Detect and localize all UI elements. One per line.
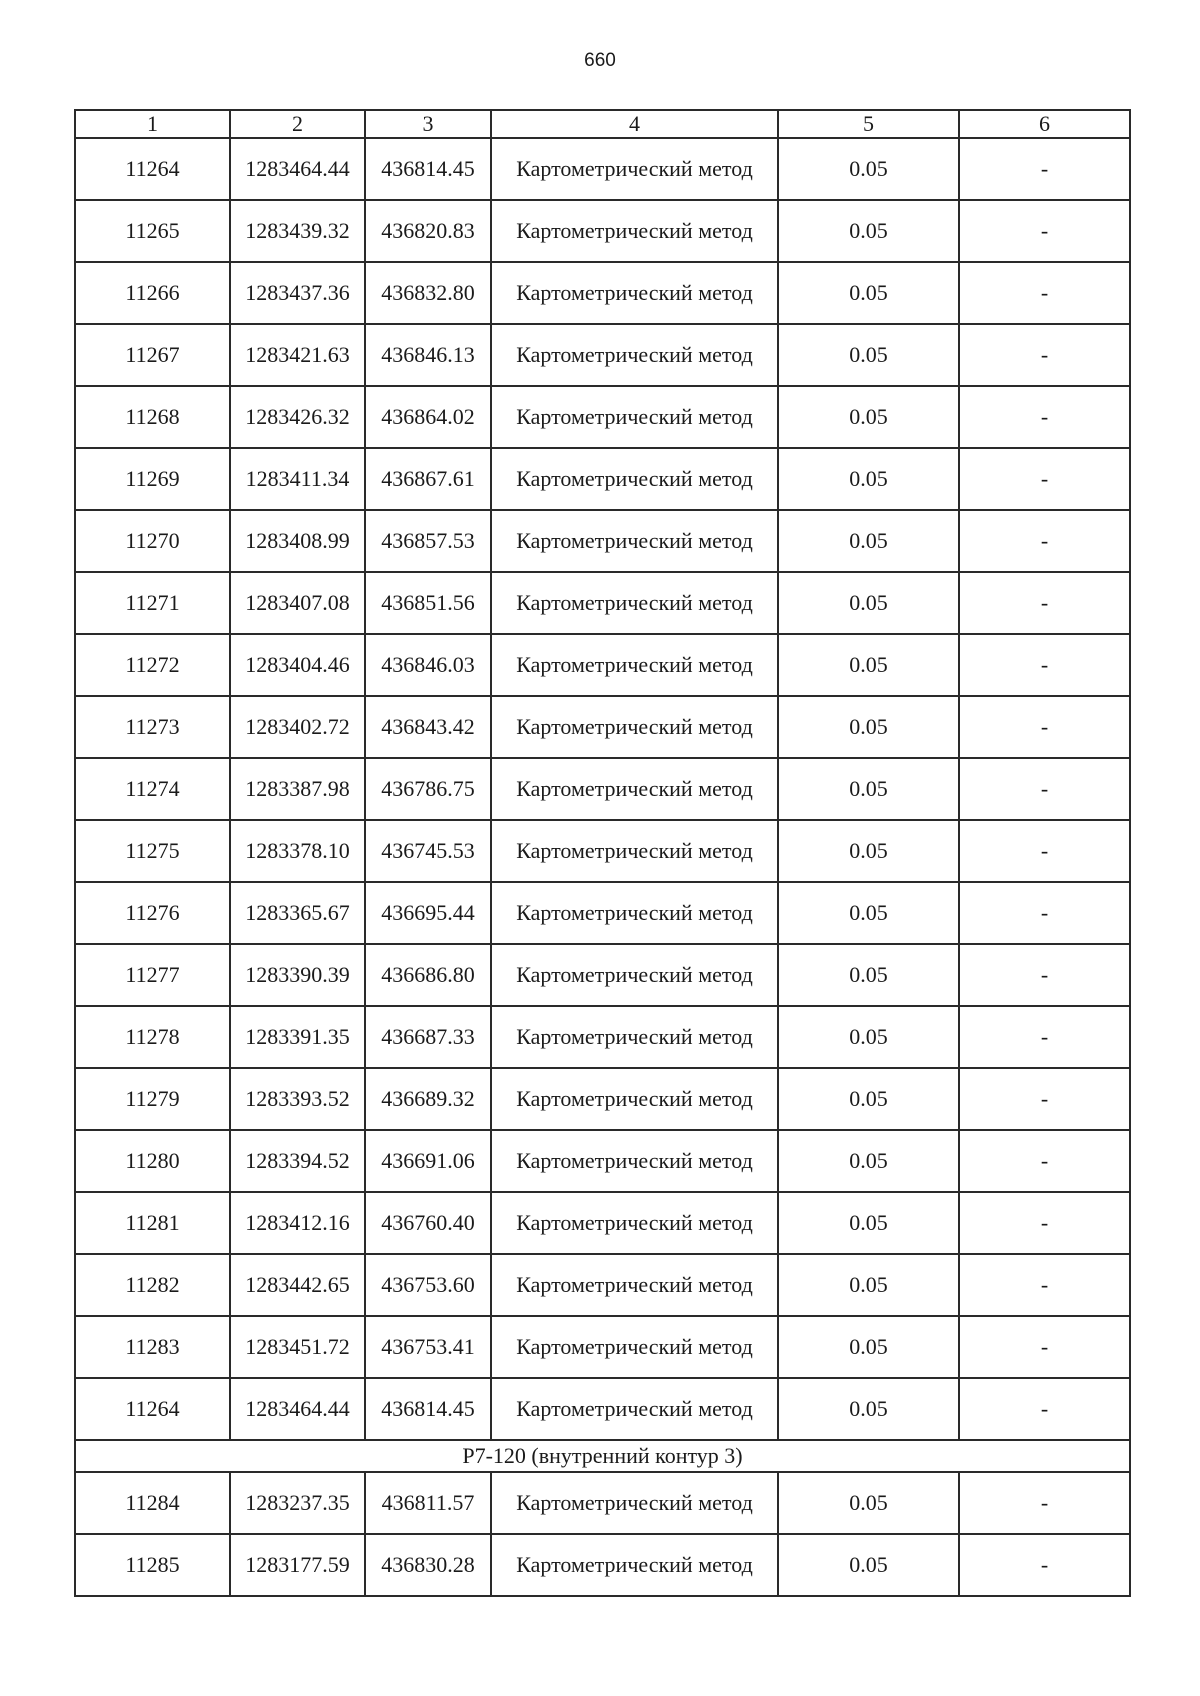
table-row xyxy=(75,882,1130,944)
method-cell: Картометрический метод xyxy=(491,1130,778,1192)
table-row xyxy=(75,634,1130,696)
x-coordinate-cell: 1283411.34 xyxy=(230,448,365,510)
note-cell: - xyxy=(959,758,1130,820)
accuracy-cell: 0.05 xyxy=(778,1254,959,1316)
note-cell: - xyxy=(959,1068,1130,1130)
y-coordinate-cell: 436691.06 xyxy=(365,1130,491,1192)
x-coordinate-cell: 1283177.59 xyxy=(230,1534,365,1596)
header-cell-6: 6 xyxy=(959,110,1130,138)
x-coordinate-cell: 1283404.46 xyxy=(230,634,365,696)
point-number-cell: 11273 xyxy=(75,696,230,758)
accuracy-cell: 0.05 xyxy=(778,1472,959,1534)
y-coordinate-cell: 436753.41 xyxy=(365,1316,491,1378)
point-number-cell: 11264 xyxy=(75,1378,230,1440)
point-number-cell: 11266 xyxy=(75,262,230,324)
section-row xyxy=(75,1440,1130,1472)
point-number-cell: 11272 xyxy=(75,634,230,696)
table-row xyxy=(75,1006,1130,1068)
table-body xyxy=(75,138,1130,1596)
table-row xyxy=(75,1068,1130,1130)
y-coordinate-cell: 436686.80 xyxy=(365,944,491,1006)
coordinates-table xyxy=(74,109,1131,1597)
point-number-cell: 11279 xyxy=(75,1068,230,1130)
note-cell: - xyxy=(959,1378,1130,1440)
header-cell-1: 1 xyxy=(75,110,230,138)
y-coordinate-cell: 436814.45 xyxy=(365,1378,491,1440)
method-cell: Картометрический метод xyxy=(491,200,778,262)
x-coordinate-cell: 1283394.52 xyxy=(230,1130,365,1192)
header-cell-2: 2 xyxy=(230,110,365,138)
method-cell: Картометрический метод xyxy=(491,262,778,324)
x-coordinate-cell: 1283451.72 xyxy=(230,1316,365,1378)
note-cell: - xyxy=(959,572,1130,634)
x-coordinate-cell: 1283412.16 xyxy=(230,1192,365,1254)
x-coordinate-cell: 1283437.36 xyxy=(230,262,365,324)
accuracy-cell: 0.05 xyxy=(778,634,959,696)
accuracy-cell: 0.05 xyxy=(778,200,959,262)
header-cell-4: 4 xyxy=(491,110,778,138)
table-header xyxy=(75,110,1130,138)
y-coordinate-cell: 436857.53 xyxy=(365,510,491,572)
note-cell: - xyxy=(959,200,1130,262)
accuracy-cell: 0.05 xyxy=(778,448,959,510)
x-coordinate-cell: 1283421.63 xyxy=(230,324,365,386)
table-row xyxy=(75,1534,1130,1596)
accuracy-cell: 0.05 xyxy=(778,262,959,324)
point-number-cell: 11283 xyxy=(75,1316,230,1378)
header-cell-5: 5 xyxy=(778,110,959,138)
table-row xyxy=(75,1472,1130,1534)
y-coordinate-cell: 436851.56 xyxy=(365,572,491,634)
accuracy-cell: 0.05 xyxy=(778,386,959,448)
accuracy-cell: 0.05 xyxy=(778,1068,959,1130)
note-cell: - xyxy=(959,944,1130,1006)
y-coordinate-cell: 436832.80 xyxy=(365,262,491,324)
x-coordinate-cell: 1283426.32 xyxy=(230,386,365,448)
method-cell: Картометрический метод xyxy=(491,944,778,1006)
note-cell: - xyxy=(959,634,1130,696)
accuracy-cell: 0.05 xyxy=(778,882,959,944)
method-cell: Картометрический метод xyxy=(491,1254,778,1316)
point-number-cell: 11265 xyxy=(75,200,230,262)
y-coordinate-cell: 436820.83 xyxy=(365,200,491,262)
note-cell: - xyxy=(959,820,1130,882)
header-cell-3: 3 xyxy=(365,110,491,138)
x-coordinate-cell: 1283464.44 xyxy=(230,138,365,200)
y-coordinate-cell: 436830.28 xyxy=(365,1534,491,1596)
note-cell: - xyxy=(959,1254,1130,1316)
accuracy-cell: 0.05 xyxy=(778,138,959,200)
note-cell: - xyxy=(959,1192,1130,1254)
table-row xyxy=(75,448,1130,510)
x-coordinate-cell: 1283390.39 xyxy=(230,944,365,1006)
table-row xyxy=(75,324,1130,386)
note-cell: - xyxy=(959,1130,1130,1192)
method-cell: Картометрический метод xyxy=(491,1068,778,1130)
y-coordinate-cell: 436786.75 xyxy=(365,758,491,820)
table-row xyxy=(75,1254,1130,1316)
point-number-cell: 11267 xyxy=(75,324,230,386)
accuracy-cell: 0.05 xyxy=(778,1006,959,1068)
method-cell: Картометрический метод xyxy=(491,634,778,696)
accuracy-cell: 0.05 xyxy=(778,944,959,1006)
accuracy-cell: 0.05 xyxy=(778,1534,959,1596)
point-number-cell: 11268 xyxy=(75,386,230,448)
accuracy-cell: 0.05 xyxy=(778,1316,959,1378)
y-coordinate-cell: 436814.45 xyxy=(365,138,491,200)
x-coordinate-cell: 1283393.52 xyxy=(230,1068,365,1130)
method-cell: Картометрический метод xyxy=(491,386,778,448)
method-cell: Картометрический метод xyxy=(491,1006,778,1068)
x-coordinate-cell: 1283391.35 xyxy=(230,1006,365,1068)
method-cell: Картометрический метод xyxy=(491,448,778,510)
method-cell: Картометрический метод xyxy=(491,1534,778,1596)
point-number-cell: 11278 xyxy=(75,1006,230,1068)
note-cell: - xyxy=(959,1006,1130,1068)
method-cell: Картометрический метод xyxy=(491,510,778,572)
y-coordinate-cell: 436745.53 xyxy=(365,820,491,882)
header-row xyxy=(75,110,1130,138)
table-row xyxy=(75,386,1130,448)
note-cell: - xyxy=(959,324,1130,386)
y-coordinate-cell: 436811.57 xyxy=(365,1472,491,1534)
method-cell: Картометрический метод xyxy=(491,758,778,820)
accuracy-cell: 0.05 xyxy=(778,1378,959,1440)
table-row xyxy=(75,1192,1130,1254)
table-row xyxy=(75,944,1130,1006)
x-coordinate-cell: 1283237.35 xyxy=(230,1472,365,1534)
y-coordinate-cell: 436843.42 xyxy=(365,696,491,758)
y-coordinate-cell: 436695.44 xyxy=(365,882,491,944)
method-cell: Картометрический метод xyxy=(491,1472,778,1534)
accuracy-cell: 0.05 xyxy=(778,510,959,572)
note-cell: - xyxy=(959,386,1130,448)
accuracy-cell: 0.05 xyxy=(778,1192,959,1254)
y-coordinate-cell: 436864.02 xyxy=(365,386,491,448)
point-number-cell: 11285 xyxy=(75,1534,230,1596)
x-coordinate-cell: 1283442.65 xyxy=(230,1254,365,1316)
point-number-cell: 11276 xyxy=(75,882,230,944)
method-cell: Картометрический метод xyxy=(491,1316,778,1378)
method-cell: Картометрический метод xyxy=(491,1192,778,1254)
note-cell: - xyxy=(959,138,1130,200)
table-row xyxy=(75,262,1130,324)
note-cell: - xyxy=(959,1534,1130,1596)
table-row xyxy=(75,1130,1130,1192)
point-number-cell: 11270 xyxy=(75,510,230,572)
table-row xyxy=(75,820,1130,882)
point-number-cell: 11274 xyxy=(75,758,230,820)
page-number: 660 xyxy=(584,50,616,71)
accuracy-cell: 0.05 xyxy=(778,324,959,386)
x-coordinate-cell: 1283439.32 xyxy=(230,200,365,262)
x-coordinate-cell: 1283402.72 xyxy=(230,696,365,758)
method-cell: Картометрический метод xyxy=(491,138,778,200)
point-number-cell: 11271 xyxy=(75,572,230,634)
y-coordinate-cell: 436753.60 xyxy=(365,1254,491,1316)
accuracy-cell: 0.05 xyxy=(778,820,959,882)
table-row xyxy=(75,138,1130,200)
point-number-cell: 11281 xyxy=(75,1192,230,1254)
point-number-cell: 11280 xyxy=(75,1130,230,1192)
y-coordinate-cell: 436846.03 xyxy=(365,634,491,696)
table-row xyxy=(75,1316,1130,1378)
point-number-cell: 11282 xyxy=(75,1254,230,1316)
table-row xyxy=(75,1378,1130,1440)
method-cell: Картометрический метод xyxy=(491,1378,778,1440)
note-cell: - xyxy=(959,262,1130,324)
accuracy-cell: 0.05 xyxy=(778,758,959,820)
table-row xyxy=(75,510,1130,572)
table-row xyxy=(75,200,1130,262)
x-coordinate-cell: 1283387.98 xyxy=(230,758,365,820)
point-number-cell: 11284 xyxy=(75,1472,230,1534)
point-number-cell: 11275 xyxy=(75,820,230,882)
method-cell: Картометрический метод xyxy=(491,882,778,944)
note-cell: - xyxy=(959,448,1130,510)
accuracy-cell: 0.05 xyxy=(778,696,959,758)
x-coordinate-cell: 1283365.67 xyxy=(230,882,365,944)
note-cell: - xyxy=(959,510,1130,572)
x-coordinate-cell: 1283407.08 xyxy=(230,572,365,634)
note-cell: - xyxy=(959,1472,1130,1534)
point-number-cell: 11264 xyxy=(75,138,230,200)
y-coordinate-cell: 436687.33 xyxy=(365,1006,491,1068)
x-coordinate-cell: 1283378.10 xyxy=(230,820,365,882)
table-row xyxy=(75,696,1130,758)
note-cell: - xyxy=(959,882,1130,944)
accuracy-cell: 0.05 xyxy=(778,572,959,634)
section-label: Р7-120 (внутренний контур 3) xyxy=(75,1440,1130,1472)
y-coordinate-cell: 436867.61 xyxy=(365,448,491,510)
method-cell: Картометрический метод xyxy=(491,696,778,758)
table-row xyxy=(75,758,1130,820)
note-cell: - xyxy=(959,696,1130,758)
point-number-cell: 11269 xyxy=(75,448,230,510)
point-number-cell: 11277 xyxy=(75,944,230,1006)
method-cell: Картометрический метод xyxy=(491,572,778,634)
note-cell: - xyxy=(959,1316,1130,1378)
accuracy-cell: 0.05 xyxy=(778,1130,959,1192)
method-cell: Картометрический метод xyxy=(491,324,778,386)
y-coordinate-cell: 436689.32 xyxy=(365,1068,491,1130)
method-cell: Картометрический метод xyxy=(491,820,778,882)
x-coordinate-cell: 1283464.44 xyxy=(230,1378,365,1440)
x-coordinate-cell: 1283408.99 xyxy=(230,510,365,572)
table-row xyxy=(75,572,1130,634)
y-coordinate-cell: 436760.40 xyxy=(365,1192,491,1254)
y-coordinate-cell: 436846.13 xyxy=(365,324,491,386)
